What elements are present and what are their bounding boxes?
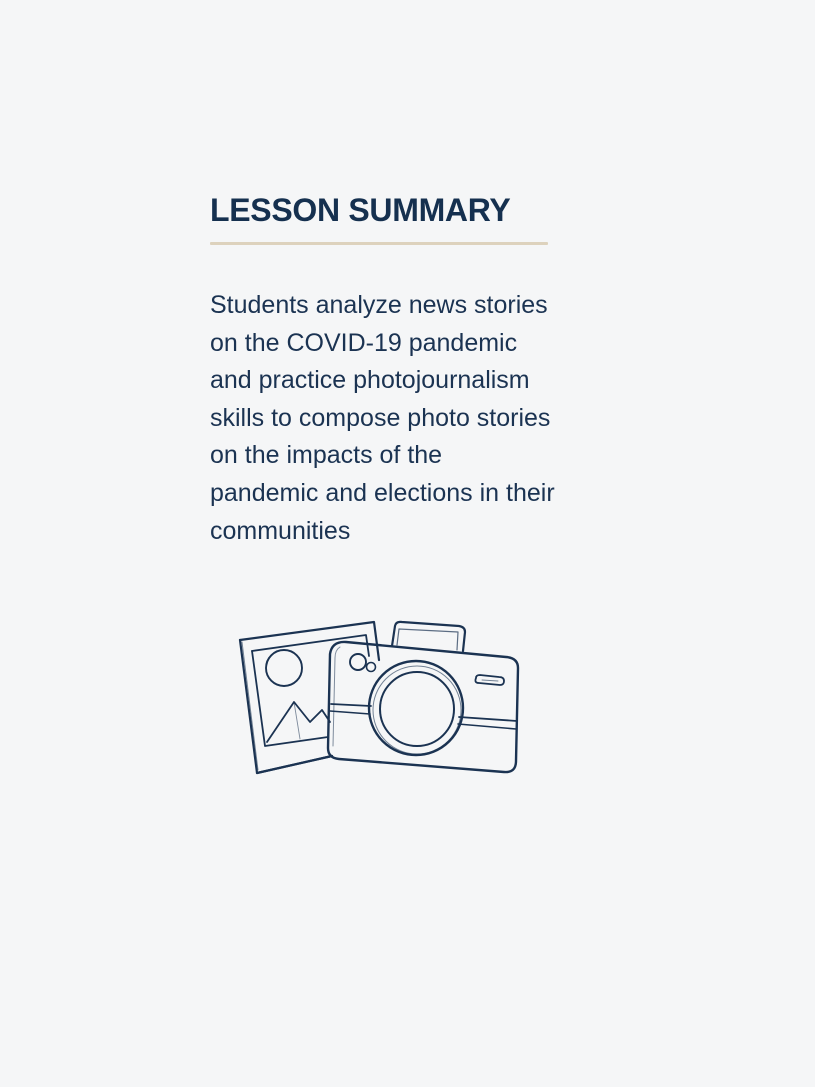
lesson-summary-section [210,188,555,550]
heading-underline-divider [210,242,548,245]
lesson-summary-text: Students analyze news stories on the COVID-19 pandemic and practice photojournalism skills to compose photo stories on the impacts of the pandemic and elections in their communities [210,291,555,545]
lesson-summary-heading: LESSON SUMMARY [210,192,511,228]
photo-print-icon [240,622,379,773]
camera-icon [328,622,518,772]
photo-camera-illustration [236,618,522,778]
